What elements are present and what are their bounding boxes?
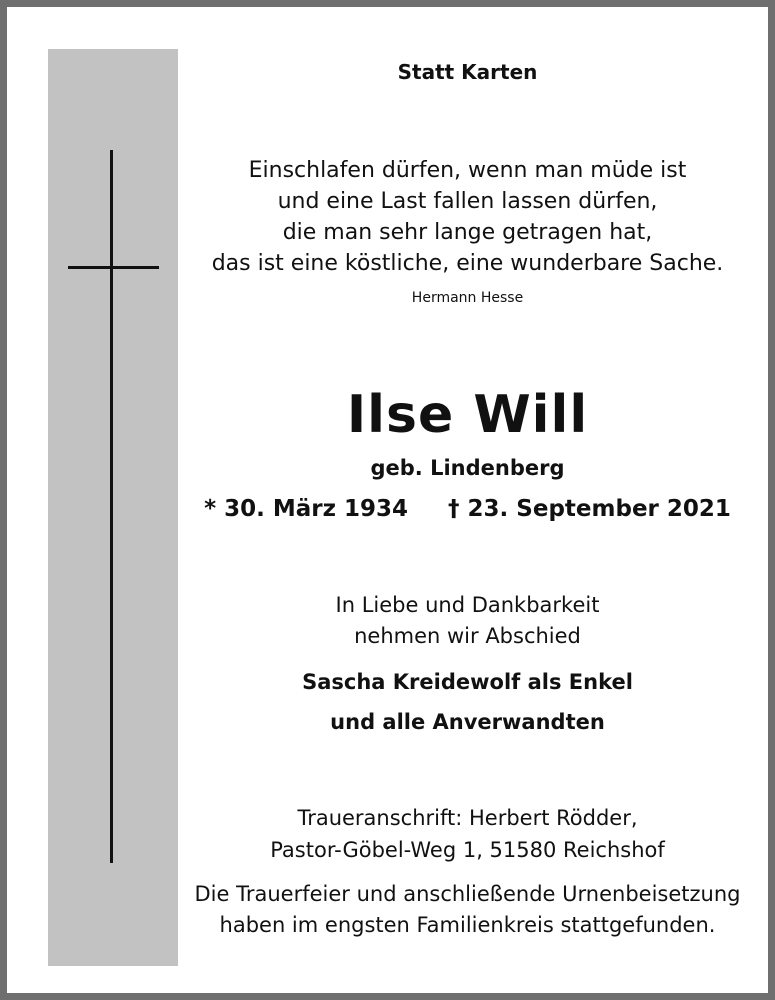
deceased-name: Ilse Will: [346, 385, 589, 445]
header-statt-karten: Statt Karten: [397, 60, 538, 84]
mourning-address-line: Traueranschrift: Herbert Rödder,: [297, 806, 638, 830]
ceremony-note-line: haben im engsten Familienkreis stattgefunden.: [219, 913, 716, 937]
maiden-name: geb. Lindenberg: [370, 456, 565, 480]
mourning-address-line: Pastor-Göbel-Weg 1, 51580 Reichshof: [270, 838, 665, 862]
mourner-line: Sascha Kreidewolf als Enkel: [302, 670, 633, 694]
birth-date: * 30. März 1934: [204, 496, 409, 522]
poem-line: und eine Last fallen lassen dürfen,: [277, 189, 658, 214]
cross-horizontal-bar: [68, 266, 159, 269]
ceremony-note-line: Die Trauerfeier und anschließende Urnenbeisetzung: [194, 882, 741, 906]
poem-line: Einschlafen dürfen, wenn man müde ist: [248, 158, 687, 183]
poem-author: Hermann Hesse: [411, 290, 524, 306]
poem-line: das ist eine köstliche, eine wunderbare Sache.: [211, 251, 724, 276]
cross-vertical-bar: [110, 150, 113, 863]
farewell-line: In Liebe und Dankbarkeit: [335, 593, 600, 617]
farewell-line: nehmen wir Abschied: [354, 624, 581, 648]
life-dates: [180, 496, 755, 522]
mourner-line: und alle Anverwandten: [330, 710, 605, 734]
side-strip: [48, 49, 178, 966]
death-date: † 23. September 2021: [448, 496, 731, 522]
poem-line: die man sehr lange getragen hat,: [282, 220, 653, 245]
